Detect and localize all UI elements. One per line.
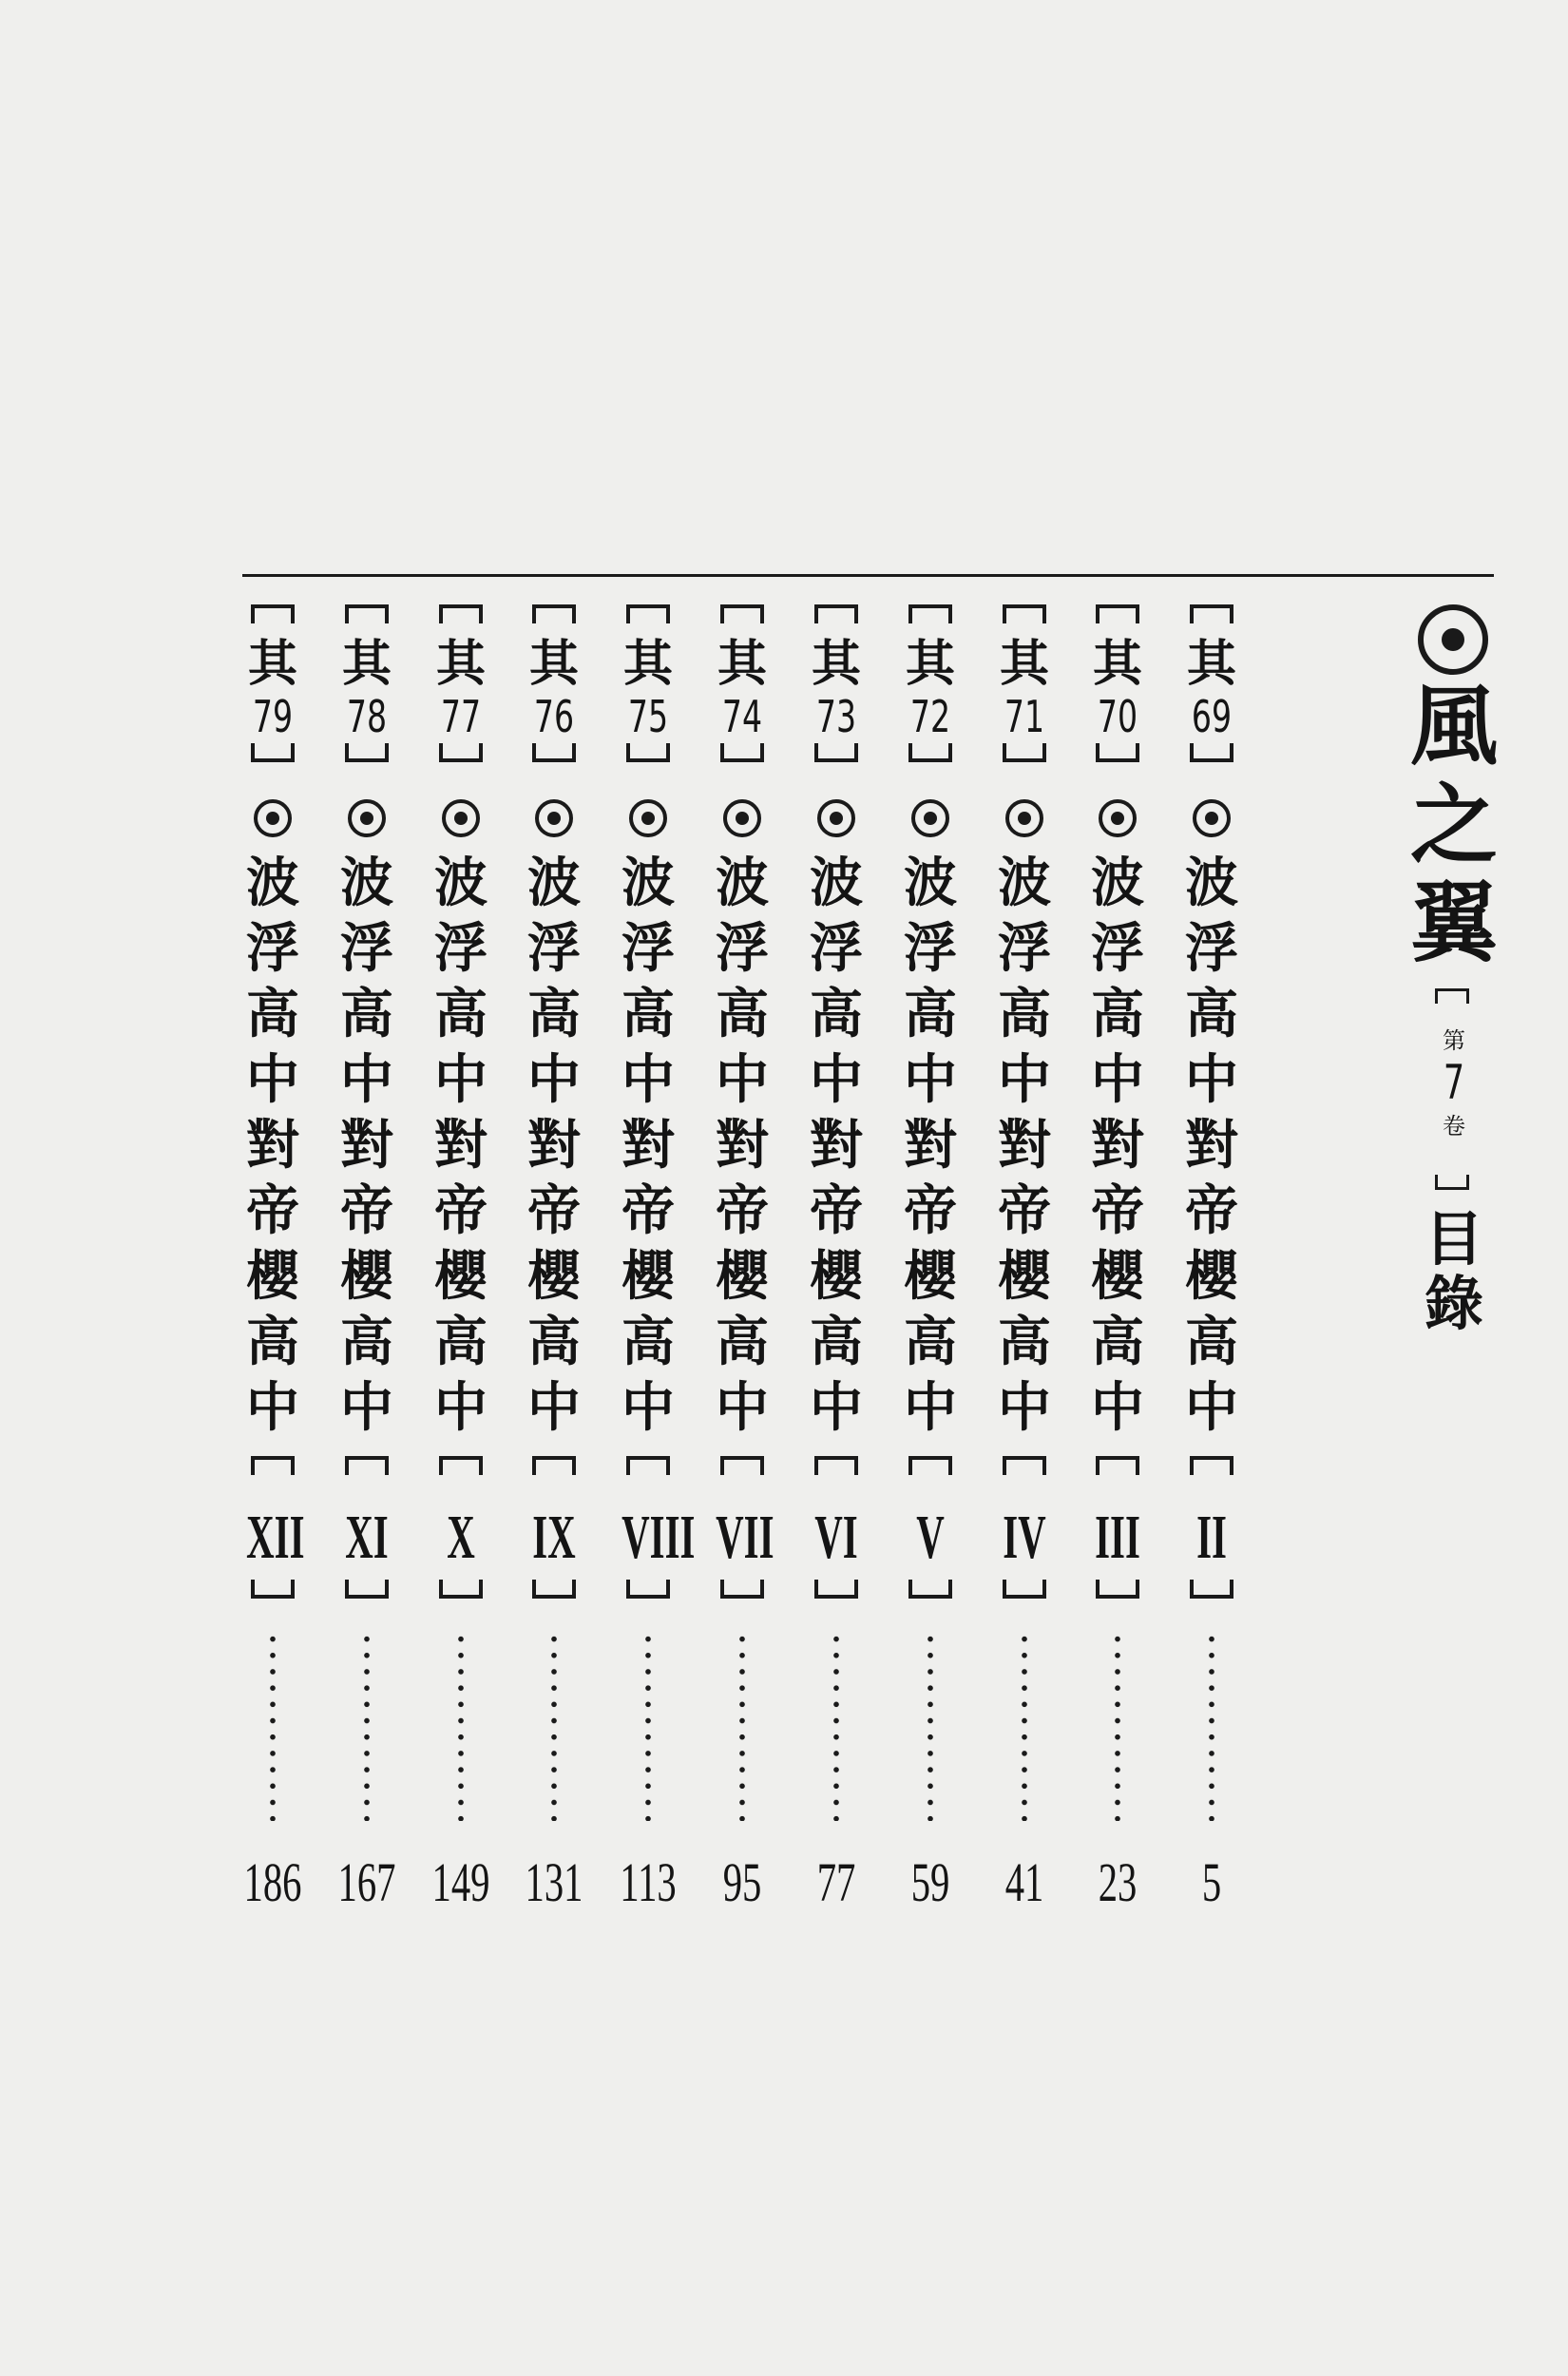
part-label: 其 xyxy=(1092,636,1142,693)
bracket-close xyxy=(345,1580,389,1599)
chapter-title-char: 帝 xyxy=(527,1180,581,1242)
bracket-close xyxy=(1003,743,1046,762)
chapter-title-char: 波 xyxy=(1185,853,1238,914)
chapter-title-char: 中 xyxy=(434,1049,488,1111)
part-number: 73 xyxy=(815,691,857,742)
chapter-title-char: 高 xyxy=(434,1312,488,1373)
chapter-title-char: 波 xyxy=(810,853,863,914)
leader-dots xyxy=(833,1631,839,1821)
bracket-open xyxy=(439,604,483,623)
part-number: 70 xyxy=(1097,691,1138,742)
chapter-title-char: 浮 xyxy=(1185,918,1238,980)
chapter-title-char: 帝 xyxy=(1185,1180,1238,1242)
chapter-title-char: 浮 xyxy=(1091,918,1144,980)
bracket-open xyxy=(1003,1456,1046,1475)
chapter-title-char: 波 xyxy=(246,853,299,914)
chapter-title-char: 櫻 xyxy=(246,1246,299,1308)
bracket-open xyxy=(1435,988,1469,1004)
chapter-title-char: 高 xyxy=(1185,1312,1238,1373)
part-number: 74 xyxy=(721,691,763,742)
bracket-close xyxy=(720,1580,764,1599)
page-number: 167 xyxy=(337,1851,396,1913)
chapter-title-char: 中 xyxy=(810,1049,863,1111)
chapter-roman-numeral: X xyxy=(447,1503,475,1572)
bracket-close xyxy=(251,743,295,762)
bullseye-icon xyxy=(442,799,480,837)
bracket-close xyxy=(439,743,483,762)
bracket-close xyxy=(814,743,858,762)
chapter-title-char: 對 xyxy=(904,1115,957,1177)
chapter-roman-numeral: VI xyxy=(814,1503,858,1572)
bullseye-icon xyxy=(723,799,761,837)
chapter-title-char: 中 xyxy=(1185,1377,1238,1439)
chapter-title-char: 對 xyxy=(1091,1115,1144,1177)
chapter-title-char: 對 xyxy=(810,1115,863,1177)
chapter-title-char: 中 xyxy=(810,1377,863,1439)
bracket-open xyxy=(1096,1456,1139,1475)
chapter-title-char: 帝 xyxy=(904,1180,957,1242)
toc-entry[interactable] xyxy=(1075,0,1160,2376)
page-number: 95 xyxy=(722,1851,762,1913)
chapter-title-char: 櫻 xyxy=(716,1246,769,1308)
bracket-close xyxy=(1435,1175,1469,1190)
bullseye-icon xyxy=(348,799,386,837)
chapter-title-char: 波 xyxy=(340,853,393,914)
chapter-title-char: 高 xyxy=(246,984,299,1045)
toc-entry[interactable] xyxy=(794,0,879,2376)
chapter-title-char: 中 xyxy=(904,1049,957,1111)
bracket-close xyxy=(251,1580,295,1599)
bracket-close xyxy=(626,1580,670,1599)
page-number: 5 xyxy=(1201,1851,1222,1913)
toc-entry[interactable] xyxy=(699,0,785,2376)
bullseye-icon xyxy=(1418,604,1488,675)
leader-dots xyxy=(1022,1631,1027,1821)
chapter-title-char: 浮 xyxy=(904,918,957,980)
chapter-title-char: 中 xyxy=(527,1049,581,1111)
bracket-close xyxy=(1190,1580,1233,1599)
bullseye-icon xyxy=(1099,799,1137,837)
volume-suffix: 卷 xyxy=(1443,1113,1465,1140)
bracket-open xyxy=(439,1456,483,1475)
chapter-title-char: 對 xyxy=(434,1115,488,1177)
part-label: 其 xyxy=(717,636,767,693)
heading-char: 錄 xyxy=(1424,1269,1483,1338)
chapter-title-char: 中 xyxy=(998,1049,1051,1111)
chapter-title-char: 帝 xyxy=(716,1180,769,1242)
leader-dots xyxy=(364,1631,370,1821)
bracket-open xyxy=(345,1456,389,1475)
chapter-roman-numeral: IV xyxy=(1003,1503,1046,1572)
part-number: 75 xyxy=(627,691,669,742)
toc-entry[interactable] xyxy=(230,0,316,2376)
bracket-open xyxy=(814,1456,858,1475)
bullseye-icon xyxy=(817,799,855,837)
chapter-title-char: 中 xyxy=(716,1049,769,1111)
volume-number: 7 xyxy=(1443,1055,1465,1110)
chapter-roman-numeral: VIII xyxy=(621,1503,696,1572)
chapter-title-char: 波 xyxy=(904,853,957,914)
chapter-title-char: 對 xyxy=(527,1115,581,1177)
chapter-title-char: 中 xyxy=(1091,1049,1144,1111)
chapter-title-char: 高 xyxy=(1091,1312,1144,1373)
chapter-roman-numeral: V xyxy=(916,1503,945,1572)
chapter-title-char: 高 xyxy=(621,1312,675,1373)
part-number: 78 xyxy=(346,691,388,742)
leader-dots xyxy=(645,1631,651,1821)
chapter-title-char: 浮 xyxy=(998,918,1051,980)
toc-entry[interactable] xyxy=(324,0,410,2376)
leader-dots xyxy=(739,1631,745,1821)
bracket-close xyxy=(532,1580,576,1599)
bracket-open xyxy=(532,1456,576,1475)
chapter-title-char: 高 xyxy=(527,984,581,1045)
bracket-close xyxy=(532,743,576,762)
bullseye-icon xyxy=(535,799,573,837)
chapter-title-char: 櫻 xyxy=(998,1246,1051,1308)
chapter-roman-numeral: VII xyxy=(716,1503,774,1572)
chapter-title-char: 高 xyxy=(998,1312,1051,1373)
chapter-title-char: 高 xyxy=(621,984,675,1045)
chapter-title-char: 高 xyxy=(904,984,957,1045)
chapter-title-char: 中 xyxy=(340,1377,393,1439)
page-number: 59 xyxy=(910,1851,950,1913)
bracket-close xyxy=(439,1580,483,1599)
series-title-char: 翼 xyxy=(1409,872,1498,974)
chapter-roman-numeral: II xyxy=(1196,1503,1227,1572)
chapter-title-char: 中 xyxy=(1185,1049,1238,1111)
chapter-title-char: 高 xyxy=(1091,984,1144,1045)
part-number: 77 xyxy=(440,691,482,742)
bracket-open xyxy=(908,604,952,623)
part-label: 其 xyxy=(528,636,579,693)
chapter-title-char: 對 xyxy=(246,1115,299,1177)
page-number: 131 xyxy=(525,1851,583,1913)
series-title-char: 之 xyxy=(1409,775,1498,876)
part-label: 其 xyxy=(1186,636,1236,693)
chapter-title-char: 中 xyxy=(246,1377,299,1439)
chapter-title-char: 波 xyxy=(1091,853,1144,914)
bracket-open xyxy=(720,604,764,623)
chapter-title-char: 高 xyxy=(340,1312,393,1373)
bracket-open xyxy=(1003,604,1046,623)
chapter-title-char: 對 xyxy=(621,1115,675,1177)
bracket-open xyxy=(908,1456,952,1475)
chapter-title-char: 櫻 xyxy=(340,1246,393,1308)
toc-entry[interactable] xyxy=(1169,0,1254,2376)
chapter-title-char: 對 xyxy=(1185,1115,1238,1177)
leader-dots xyxy=(927,1631,933,1821)
chapter-title-char: 高 xyxy=(810,984,863,1045)
chapter-title-char: 中 xyxy=(1091,1377,1144,1439)
bracket-open xyxy=(626,604,670,623)
chapter-title-char: 櫻 xyxy=(1091,1246,1144,1308)
bracket-open xyxy=(345,604,389,623)
chapter-roman-numeral: XII xyxy=(246,1503,305,1572)
chapter-title-char: 浮 xyxy=(527,918,581,980)
chapter-title-char: 中 xyxy=(716,1377,769,1439)
chapter-title-char: 櫻 xyxy=(1185,1246,1238,1308)
leader-dots xyxy=(458,1631,464,1821)
chapter-title-char: 櫻 xyxy=(434,1246,488,1308)
chapter-title-char: 高 xyxy=(716,984,769,1045)
chapter-title-char: 帝 xyxy=(810,1180,863,1242)
bullseye-icon xyxy=(1005,799,1043,837)
chapter-title-char: 高 xyxy=(527,1312,581,1373)
chapter-title-char: 浮 xyxy=(246,918,299,980)
bracket-open xyxy=(251,604,295,623)
leader-dots xyxy=(551,1631,557,1821)
part-label: 其 xyxy=(811,636,861,693)
chapter-title-char: 波 xyxy=(716,853,769,914)
chapter-title-char: 對 xyxy=(716,1115,769,1177)
chapter-title-char: 櫻 xyxy=(527,1246,581,1308)
chapter-title-char: 波 xyxy=(998,853,1051,914)
chapter-title-char: 帝 xyxy=(998,1180,1051,1242)
chapter-title-char: 高 xyxy=(340,984,393,1045)
toc-entry[interactable] xyxy=(982,0,1067,2376)
page-number: 149 xyxy=(431,1851,490,1913)
chapter-title-char: 對 xyxy=(998,1115,1051,1177)
chapter-title-char: 高 xyxy=(904,1312,957,1373)
chapter-title-char: 浮 xyxy=(340,918,393,980)
bracket-open xyxy=(1096,604,1139,623)
chapter-roman-numeral: XI xyxy=(345,1503,389,1572)
page-number: 113 xyxy=(620,1851,677,1913)
page-number: 186 xyxy=(243,1851,302,1913)
chapter-title-char: 帝 xyxy=(340,1180,393,1242)
chapter-title-char: 浮 xyxy=(434,918,488,980)
chapter-title-char: 高 xyxy=(434,984,488,1045)
toc-entry[interactable] xyxy=(605,0,696,2376)
bracket-open xyxy=(720,1456,764,1475)
chapter-title-char: 帝 xyxy=(434,1180,488,1242)
leader-dots xyxy=(1115,1631,1120,1821)
part-label: 其 xyxy=(999,636,1049,693)
chapter-title-char: 中 xyxy=(904,1377,957,1439)
bullseye-icon xyxy=(629,799,667,837)
chapter-title-char: 波 xyxy=(621,853,675,914)
chapter-title-char: 浮 xyxy=(810,918,863,980)
bullseye-icon xyxy=(254,799,292,837)
chapter-title-char: 櫻 xyxy=(904,1246,957,1308)
toc-entry[interactable] xyxy=(888,0,973,2376)
leader-dots xyxy=(270,1631,276,1821)
bracket-open xyxy=(626,1456,670,1475)
bracket-close xyxy=(1003,1580,1046,1599)
bracket-close xyxy=(720,743,764,762)
bracket-close xyxy=(908,1580,952,1599)
chapter-roman-numeral: IX xyxy=(532,1503,576,1572)
part-number: 71 xyxy=(1004,691,1045,742)
bullseye-icon xyxy=(911,799,949,837)
toc-entry[interactable] xyxy=(418,0,504,2376)
chapter-title-char: 中 xyxy=(621,1049,675,1111)
chapter-title-char: 中 xyxy=(621,1377,675,1439)
bracket-open xyxy=(251,1456,295,1475)
part-label: 其 xyxy=(905,636,955,693)
page-number: 77 xyxy=(816,1851,856,1913)
chapter-title-char: 帝 xyxy=(621,1180,675,1242)
chapter-title-char: 波 xyxy=(434,853,488,914)
part-label: 其 xyxy=(622,636,673,693)
chapter-title-char: 中 xyxy=(246,1049,299,1111)
heading-char: 目 xyxy=(1424,1204,1483,1274)
chapter-title-char: 中 xyxy=(340,1049,393,1111)
chapter-roman-numeral: III xyxy=(1095,1503,1140,1572)
bullseye-icon xyxy=(1193,799,1231,837)
chapter-title-char: 對 xyxy=(340,1115,393,1177)
bracket-close xyxy=(345,743,389,762)
leader-dots xyxy=(1209,1631,1214,1821)
part-label: 其 xyxy=(435,636,486,693)
chapter-title-char: 帝 xyxy=(246,1180,299,1242)
chapter-title-char: 高 xyxy=(998,984,1051,1045)
bracket-open xyxy=(1190,1456,1233,1475)
chapter-title-char: 中 xyxy=(998,1377,1051,1439)
bracket-close xyxy=(908,743,952,762)
page-number: 41 xyxy=(1004,1851,1044,1913)
part-number: 72 xyxy=(909,691,951,742)
chapter-title-char: 櫻 xyxy=(810,1246,863,1308)
chapter-title-char: 中 xyxy=(527,1377,581,1439)
chapter-title-char: 帝 xyxy=(1091,1180,1144,1242)
page-number: 23 xyxy=(1098,1851,1138,1913)
volume-prefix: 第 xyxy=(1443,1027,1465,1054)
bracket-close xyxy=(814,1580,858,1599)
bracket-close xyxy=(1096,743,1139,762)
part-label: 其 xyxy=(341,636,392,693)
chapter-title-char: 波 xyxy=(527,853,581,914)
series-title-char: 風 xyxy=(1409,676,1498,777)
bracket-open xyxy=(1190,604,1233,623)
chapter-title-char: 高 xyxy=(716,1312,769,1373)
part-label: 其 xyxy=(247,636,297,693)
part-number: 69 xyxy=(1191,691,1233,742)
bracket-open xyxy=(532,604,576,623)
chapter-title-char: 中 xyxy=(434,1377,488,1439)
chapter-title-char: 浮 xyxy=(716,918,769,980)
chapter-title-char: 浮 xyxy=(621,918,675,980)
toc-entry[interactable] xyxy=(511,0,597,2376)
bracket-close xyxy=(1190,743,1233,762)
chapter-title-char: 櫻 xyxy=(621,1246,675,1308)
bracket-open xyxy=(814,604,858,623)
bracket-close xyxy=(1096,1580,1139,1599)
part-number: 79 xyxy=(252,691,294,742)
chapter-title-char: 高 xyxy=(1185,984,1238,1045)
bracket-close xyxy=(626,743,670,762)
chapter-title-char: 高 xyxy=(246,1312,299,1373)
chapter-title-char: 高 xyxy=(810,1312,863,1373)
part-number: 76 xyxy=(533,691,575,742)
